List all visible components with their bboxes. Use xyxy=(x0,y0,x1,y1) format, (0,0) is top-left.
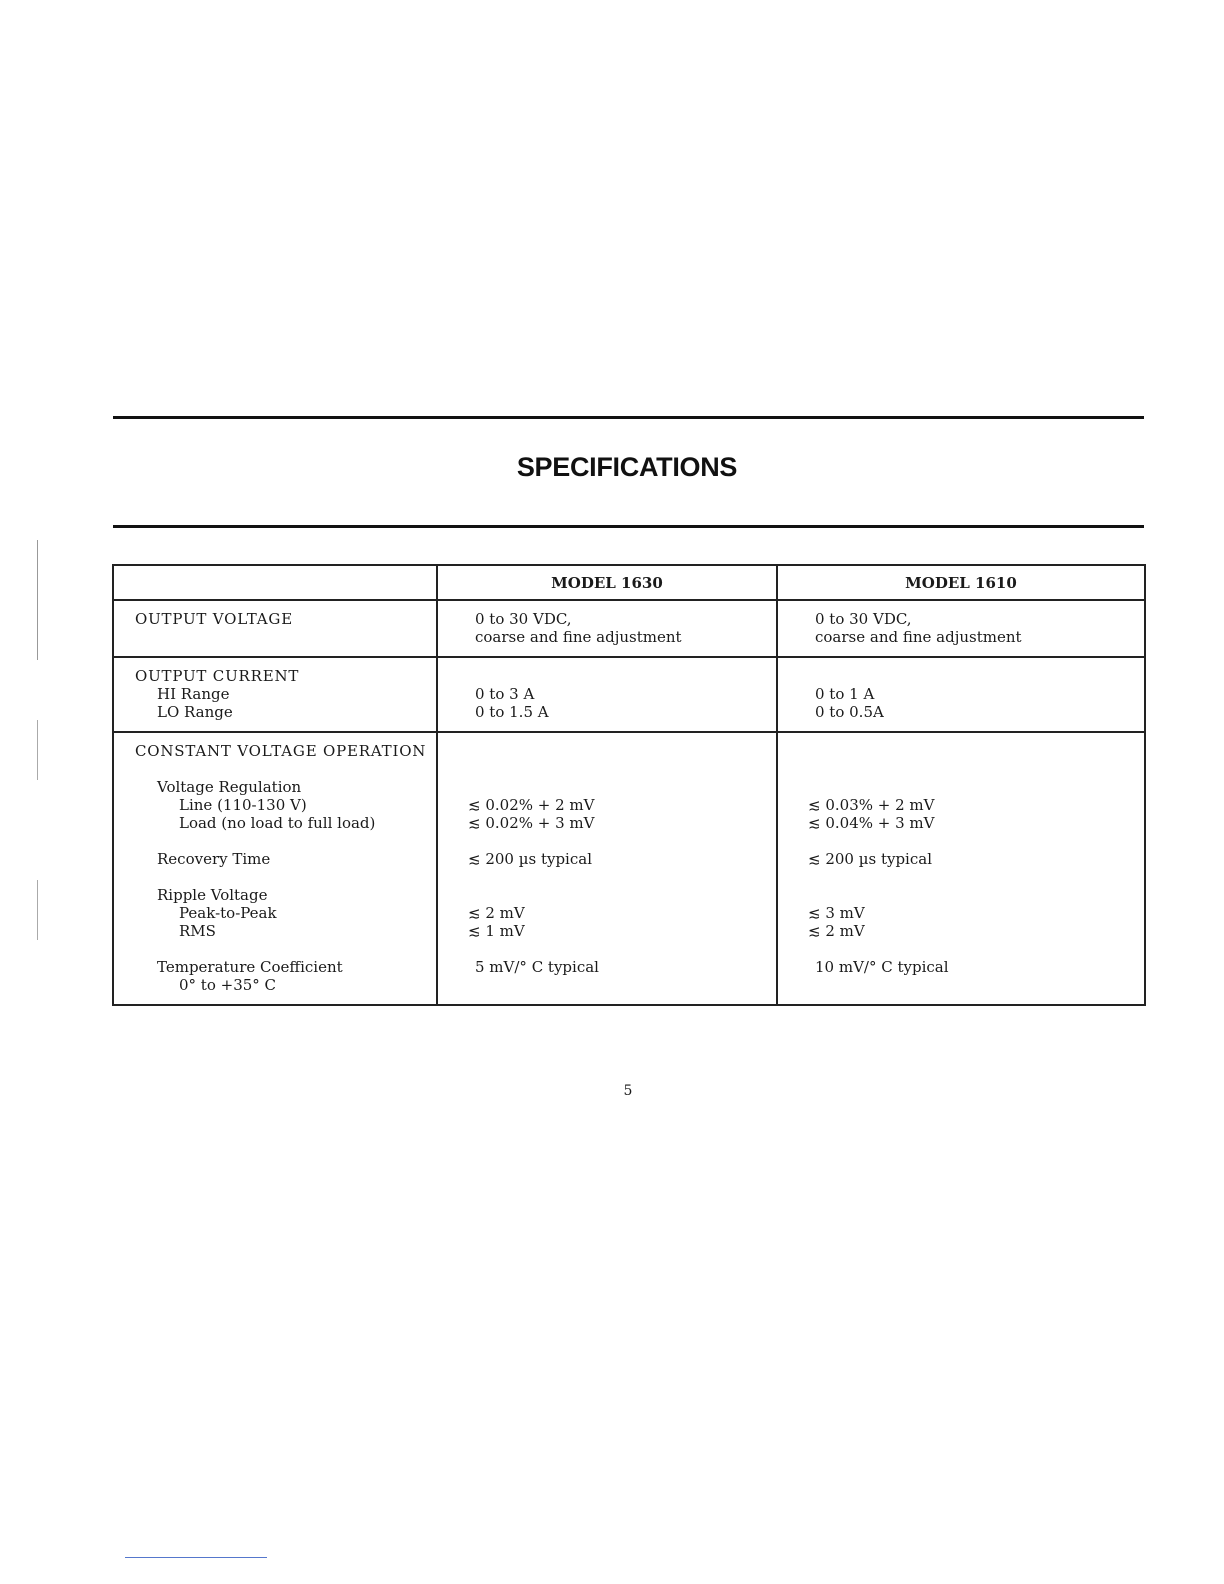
recovery-time-1630-value: ≲ 200 µs typical xyxy=(468,850,592,868)
temperature-range-label: 0° to +35° C xyxy=(179,976,277,994)
constant-voltage-label-cell xyxy=(113,732,437,1005)
rms-1630-value: ≲ 1 mV xyxy=(468,922,525,940)
output-current-1630-cell xyxy=(437,657,777,732)
temperature-coefficient-label: Temperature Coefficient xyxy=(157,958,343,976)
output-voltage-1630-cell xyxy=(437,600,777,657)
specifications-table xyxy=(112,564,1146,1006)
temperature-coefficient-1610-value: 10 mV/° C typical xyxy=(815,958,949,976)
table-row-constant-voltage xyxy=(113,732,1145,1005)
output-voltage-1630-adjust: coarse and fine adjustment xyxy=(475,628,682,646)
scan-margin-mark xyxy=(37,540,38,940)
peak-to-peak-label: Peak-to-Peak xyxy=(179,904,277,922)
hi-range-1610-value: 0 to 1 A xyxy=(815,685,875,703)
table-header-row xyxy=(113,565,1145,600)
voltage-regulation-label: Voltage Regulation xyxy=(157,778,302,796)
table-row-output-current xyxy=(113,657,1145,732)
lo-range-label: LO Range xyxy=(157,703,233,721)
output-voltage-1610-range: 0 to 30 VDC, xyxy=(815,610,912,628)
load-regulation-1630-value: ≲ 0.02% + 3 mV xyxy=(468,814,595,832)
line-regulation-1630-value: ≲ 0.02% + 2 mV xyxy=(468,796,595,814)
ripple-voltage-label: Ripple Voltage xyxy=(157,886,268,904)
line-regulation-1610-value: ≲ 0.03% + 2 mV xyxy=(808,796,935,814)
page-title: SPECIFICATIONS xyxy=(516,452,738,482)
output-voltage-label-cell xyxy=(113,600,437,657)
constant-voltage-1630-cell xyxy=(437,732,777,1005)
bottom-rule xyxy=(113,525,1144,528)
output-voltage-label: OUTPUT VOLTAGE xyxy=(135,610,293,628)
constant-voltage-label: CONSTANT VOLTAGE OPERATION xyxy=(135,742,427,760)
hi-range-1630-value: 0 to 3 A xyxy=(475,685,535,703)
line-regulation-label: Line (110-130 V) xyxy=(179,796,307,814)
peak-to-peak-1610-value: ≲ 3 mV xyxy=(808,904,865,922)
constant-voltage-1610-cell xyxy=(777,732,1145,1005)
lo-range-1630-value: 0 to 1.5 A xyxy=(475,703,549,721)
rms-1610-value: ≲ 2 mV xyxy=(808,922,865,940)
output-voltage-1630-range: 0 to 30 VDC, xyxy=(475,610,572,628)
hi-range-label: HI Range xyxy=(157,685,230,703)
peak-to-peak-1630-value: ≲ 2 mV xyxy=(468,904,525,922)
output-current-1610-cell xyxy=(777,657,1145,732)
header-model-1630: MODEL 1630 xyxy=(437,565,777,600)
header-empty xyxy=(113,565,437,600)
lo-range-1610-value: 0 to 0.5A xyxy=(815,703,884,721)
load-regulation-1610-value: ≲ 0.04% + 3 mV xyxy=(808,814,935,832)
load-regulation-label: Load (no load to full load) xyxy=(179,814,376,832)
output-voltage-1610-adjust: coarse and fine adjustment xyxy=(815,628,1022,646)
page-number: 5 xyxy=(623,1083,633,1099)
output-current-label-cell xyxy=(113,657,437,732)
recovery-time-label: Recovery Time xyxy=(157,850,271,868)
top-rule xyxy=(113,416,1144,419)
temperature-coefficient-1630-value: 5 mV/° C typical xyxy=(475,958,599,976)
output-current-label: OUTPUT CURRENT xyxy=(135,667,300,685)
recovery-time-1610-value: ≲ 200 µs typical xyxy=(808,850,932,868)
rms-label: RMS xyxy=(179,922,216,940)
bottom-link-underline[interactable] xyxy=(125,1557,267,1558)
table-row-output-voltage xyxy=(113,600,1145,657)
output-voltage-1610-cell xyxy=(777,600,1145,657)
header-model-1610: MODEL 1610 xyxy=(777,565,1145,600)
